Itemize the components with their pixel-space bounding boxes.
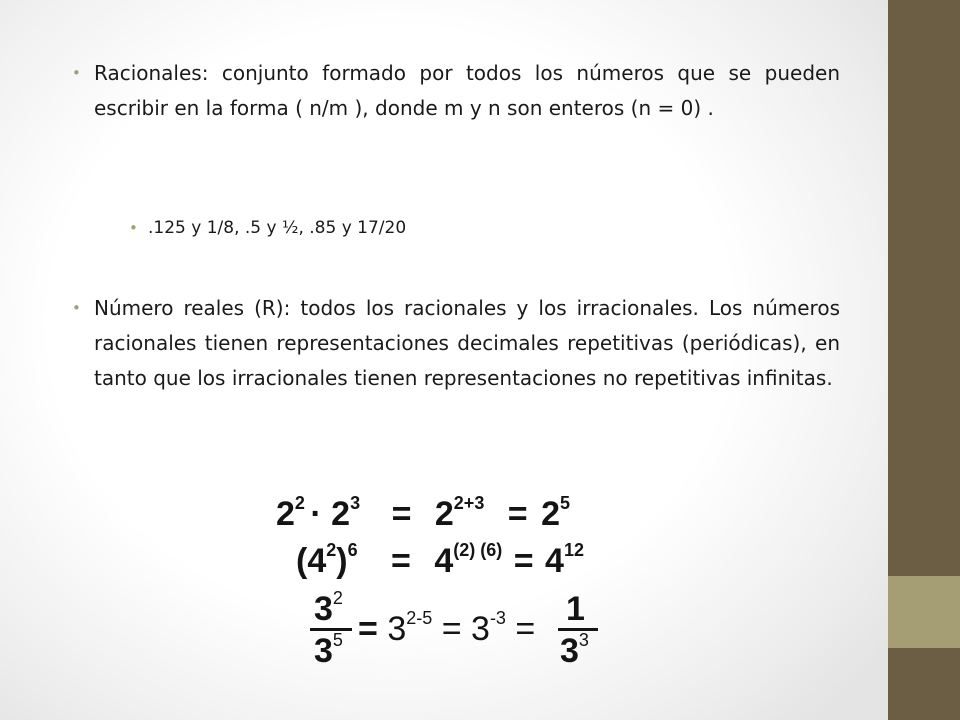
- sidebar-decoration-top: [888, 0, 960, 576]
- fraction-denominator: $3^5$: [314, 630, 343, 670]
- bullet-text: .125 y 1/8, .5 y ½, .85 y 17/20: [148, 218, 407, 238]
- formula-line-2: $(4^2)^6 = 4^{(2) (6)} = 4^{12}$: [296, 540, 584, 580]
- bullet-reales: [72, 291, 840, 396]
- bullet-text: Racionales: conjunto formado por todos los números que se pueden escribir en la forma ( n/m ), donde m y n son enteros (n = 0) .: [94, 61, 840, 120]
- result-denominator: $3^3$: [560, 630, 589, 670]
- bullet-text: Número reales (R): todos los racionales y los irracionales. Los números racionales tienen representaciones decimales repetitivas (periódicas), en tanto que los irracionales tienen representaciones no repetitivas infinitas.: [94, 296, 840, 390]
- sidebar-decoration-bottom: [888, 648, 960, 720]
- bullet-racionales: [72, 56, 840, 126]
- formula-line-1: $2^2 \cdot 2^3 = 2^{2+3} = 2^5$: [276, 493, 571, 533]
- fraction-bar: [310, 628, 352, 631]
- bullet-marker-icon: •: [72, 64, 81, 82]
- bullet-marker-icon: •: [129, 219, 138, 237]
- sidebar-decoration-accent: [888, 576, 960, 648]
- result-fraction-bar: [558, 628, 598, 631]
- bullet-marker-icon: •: [72, 299, 81, 317]
- fraction-numerator: $3^2$: [314, 588, 343, 628]
- bullet-examples: [129, 211, 729, 246]
- formula-line-3-middle: = $3^{2-5} = 3^{-3}$ =: [358, 608, 536, 648]
- result-numerator: 1: [566, 590, 585, 628]
